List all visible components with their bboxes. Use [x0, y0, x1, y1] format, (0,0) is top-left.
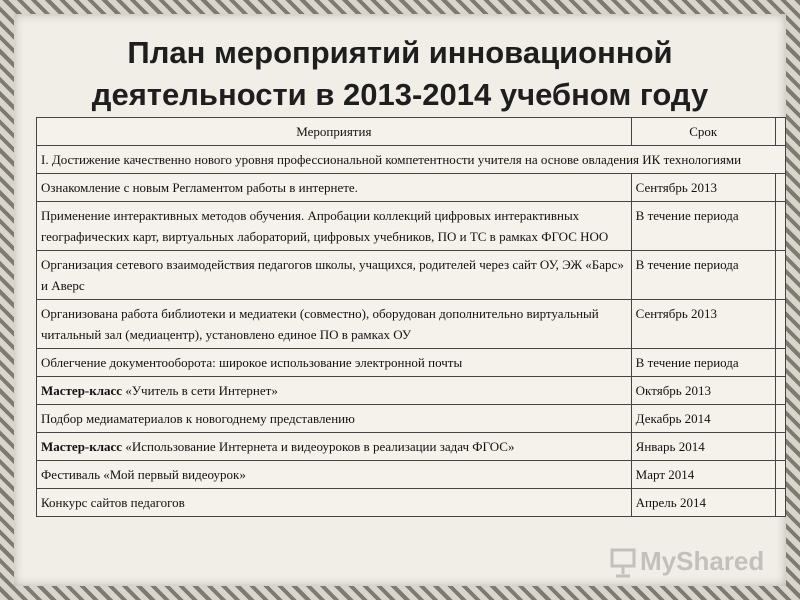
- term-cell: Октябрь 2013: [631, 377, 775, 405]
- term-cell: В течение периода: [631, 251, 775, 300]
- table-row: [37, 300, 786, 349]
- empty-cell: [775, 251, 785, 300]
- event-cell: [37, 377, 632, 405]
- table-row: [37, 377, 786, 405]
- event-text: «Учитель в сети Интернет»: [122, 383, 278, 398]
- event-cell: Конкурс сайтов педагогов: [37, 489, 632, 517]
- term-cell: Январь 2014: [631, 433, 775, 461]
- slide: [14, 14, 786, 586]
- term-cell: В течение периода: [631, 202, 775, 251]
- title-line-2: деятельности в 2013-2014 учебном году: [91, 77, 709, 112]
- empty-cell: [775, 433, 785, 461]
- header-term: Срок: [631, 118, 775, 146]
- event-cell: Организация сетевого взаимодействия педагогов школы, учащихся, родителей через сайт ОУ, ЭЖ «Барс» и Аверс: [37, 251, 632, 300]
- term-cell: Сентябрь 2013: [631, 300, 775, 349]
- table-row: [37, 251, 786, 300]
- event-text: «Использование Интернета и видеоуроков в реализации задач ФГОС»: [122, 439, 515, 454]
- term-cell: Декабрь 2014: [631, 405, 775, 433]
- table-row: [37, 405, 786, 433]
- event-cell: Ознакомление с новым Регламентом работы в интернете.: [37, 174, 632, 202]
- watermark: [604, 542, 794, 586]
- event-cell: Организована работа библиотеки и медиатеки (совместно), оборудован дополнительно виртуальный читальный зал (медиацентр), установлено единое ПО в рамках ОУ: [37, 300, 632, 349]
- event-cell: [37, 433, 632, 461]
- event-prefix: Мастер-класс: [41, 439, 123, 454]
- section-title: I. Достижение качественно нового уровня профессиональной компетентности учителя на основе овладения ИК технологиями: [37, 146, 786, 174]
- empty-cell: [775, 202, 785, 251]
- term-cell: Сентябрь 2013: [631, 174, 775, 202]
- table-row: [37, 174, 786, 202]
- empty-cell: [775, 405, 785, 433]
- empty-cell: [775, 349, 785, 377]
- watermark-text: MyShared: [640, 546, 765, 576]
- table-row: [37, 433, 786, 461]
- table-row: [37, 202, 786, 251]
- table-row: [37, 349, 786, 377]
- term-cell: Март 2014: [631, 461, 775, 489]
- section-row: [37, 146, 786, 174]
- empty-cell: [775, 377, 785, 405]
- empty-cell: [775, 489, 785, 517]
- term-cell: Апрель 2014: [631, 489, 775, 517]
- empty-cell: [775, 300, 785, 349]
- empty-cell: [775, 174, 785, 202]
- events-table: [36, 117, 786, 517]
- empty-cell: [775, 461, 785, 489]
- event-prefix: Мастер-класс: [41, 383, 123, 398]
- header-events: Мероприятия: [37, 118, 632, 146]
- event-cell: Применение интерактивных методов обучения. Апробации коллекций цифровых интерактивных географических карт, виртуальных лабораторий, цифровых учебников, ПО и ТС в рамках ФГОС НОО: [37, 202, 632, 251]
- presentation-icon: [610, 548, 636, 578]
- table-row: [37, 489, 786, 517]
- table-header-row: [37, 118, 786, 146]
- event-cell: Подбор медиаматериалов к новогоднему представлению: [37, 405, 632, 433]
- header-empty: [775, 118, 785, 146]
- page-title: [14, 32, 786, 116]
- table-row: [37, 461, 786, 489]
- event-cell: Фестиваль «Мой первый видеоурок»: [37, 461, 632, 489]
- event-cell: Облегчение документооборота: широкое использование электронной почты: [37, 349, 632, 377]
- term-cell: В течение периода: [631, 349, 775, 377]
- title-line-1: План мероприятий инновационной: [127, 35, 673, 70]
